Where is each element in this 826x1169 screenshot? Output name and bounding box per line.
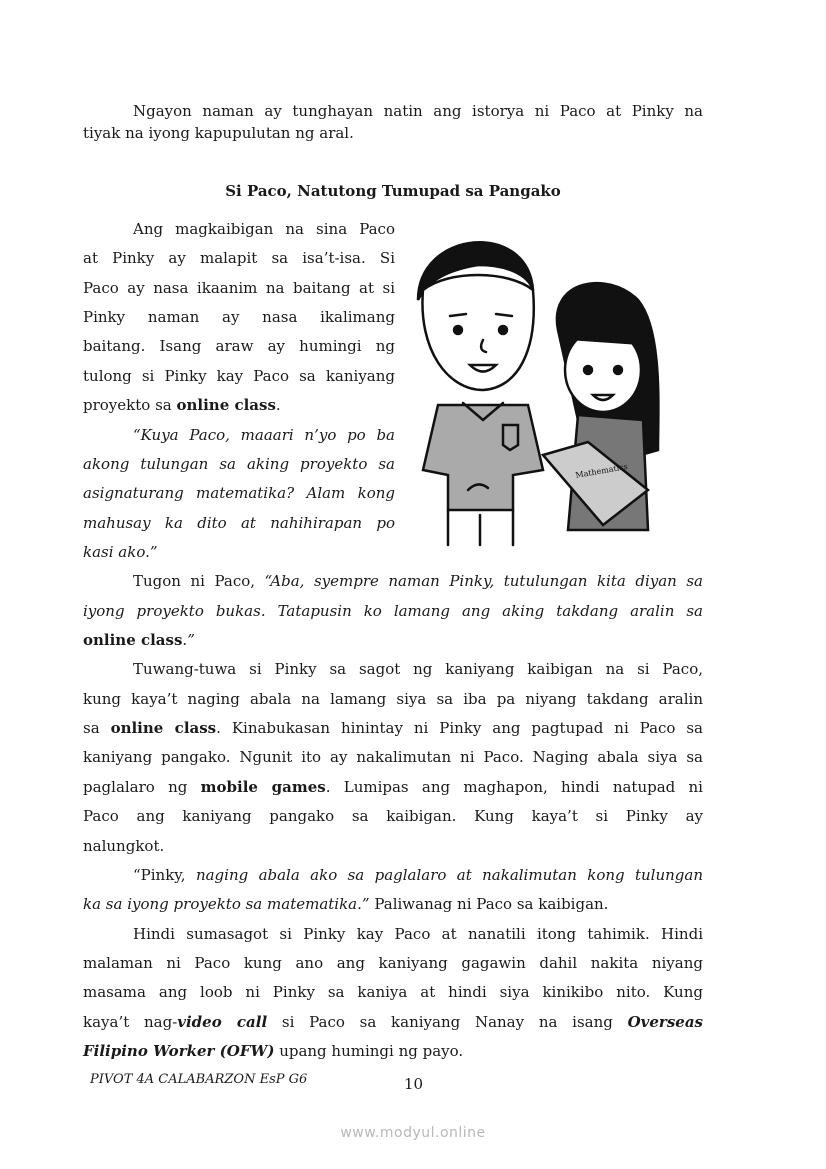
text-line: [83, 952, 703, 974]
text-line: [83, 277, 395, 299]
text-line: [83, 247, 395, 269]
text-segment: “Aba, syempre naman Pinky, tutulungan kita diyan sa: [264, 572, 703, 591]
text-line: [133, 100, 703, 122]
text-segment: online class: [176, 396, 276, 415]
text-segment: .: [275, 396, 281, 415]
text-segment: kung kaya’t naging abala na lamang siya sa iba pa niyang takdang aralin: [83, 689, 703, 708]
svg-text:Mathematics: Mathematics: [574, 461, 629, 480]
text-segment: at Pinky ay malapit sa isa’t-isa. Si: [83, 249, 395, 268]
text-line: [83, 1011, 703, 1033]
text-segment: mobile games: [200, 777, 326, 796]
text-segment: naging abala ako sa paglalaro at nakalimutan kong tulungan: [195, 865, 703, 884]
text-line: [83, 365, 395, 387]
text-segment: Filipino Worker (OFW): [83, 1042, 275, 1061]
text-segment: tiyak na iyong kapupulutan ng aral.: [83, 124, 354, 142]
footer-module-label: PIVOT 4A CALABARZON EsP G6: [90, 1072, 308, 1087]
text-line: [83, 306, 395, 328]
text-segment: “Pinky,: [133, 865, 196, 884]
text-line: [83, 541, 395, 563]
text-segment: .”: [182, 631, 195, 650]
text-segment: mahusay ka dito at nahihirapan po: [83, 513, 395, 532]
text-segment: malaman ni Paco kung ano ang kaniyang gagawin dahil nakita niyang: [83, 954, 703, 972]
text-segment: Hindi sumasagot si Pinky kay Paco at nanatili itong tahimik. Hindi: [133, 924, 703, 943]
text-segment: proyekto sa: [83, 396, 177, 415]
text-segment: kaniyang pangako. Ngunit ito ay nakalimutan ni Paco. Naging abala siya sa: [83, 748, 703, 767]
text-line: [83, 600, 703, 622]
text-segment: iyong proyekto bukas. Tatapusin ko lamang ang aking takdang aralin sa: [83, 601, 703, 620]
text-segment: asignaturang matematika? Alam kong: [83, 484, 395, 503]
text-line: [133, 218, 395, 240]
text-line: [83, 122, 703, 144]
text-line: [133, 424, 395, 446]
text-segment: online class: [110, 719, 217, 738]
text-line: [133, 864, 703, 886]
text-segment: sa: [83, 719, 111, 738]
text-segment: tulong si Pinky kay Paco sa kaniyang: [83, 366, 395, 385]
text-line: [83, 482, 395, 504]
text-line: [83, 893, 703, 915]
text-segment: video call: [177, 1012, 268, 1031]
text-line: [133, 658, 703, 680]
text-segment: “Kuya Paco, maaari n’yo po ba: [133, 425, 395, 444]
text-segment: Tugon ni Paco,: [133, 572, 265, 591]
text-line: [83, 453, 395, 475]
text-line: [83, 512, 395, 534]
text-line: [83, 717, 703, 739]
text-line: [133, 923, 703, 945]
text-line: [83, 394, 395, 416]
text-segment: nalungkot.: [83, 836, 165, 855]
text-segment: Overseas: [627, 1012, 703, 1031]
text-segment: Pinky naman ay nasa ikalimang: [83, 308, 395, 327]
text-line: [83, 776, 703, 798]
text-segment: Paliwanag ni Paco sa kaibigan.: [369, 895, 609, 914]
text-segment: si Paco sa kaniyang Nanay na isang: [267, 1012, 628, 1031]
text-segment: kasi ako.”: [83, 542, 158, 561]
watermark: www.modyul.online: [340, 1125, 486, 1141]
text-segment: akong tulungan sa aking proyekto sa: [83, 454, 395, 473]
text-line: [83, 335, 395, 357]
page-number: 10: [404, 1075, 424, 1093]
paco-face: [422, 275, 533, 390]
story-title: Si Paco, Natutong Tumupad sa Pangako: [225, 182, 561, 200]
text-line: [83, 1040, 703, 1062]
text-segment: upang humingi ng payo.: [274, 1042, 464, 1061]
text-segment: Paco ang kaniyang pangako sa kaibigan. Kung kaya’t si Pinky ay: [83, 807, 703, 826]
text-segment: Tuwang-tuwa si Pinky sa sagot ng kaniyang kaibigan na si Paco,: [133, 660, 703, 679]
text-segment: online class: [83, 631, 183, 650]
text-line: [83, 835, 703, 857]
text-line: [83, 981, 703, 1003]
text-segment: Paco ay nasa ikaanim na baitang at si: [83, 278, 395, 297]
paco-pinky-illustration: [408, 220, 668, 550]
text-line: [83, 688, 703, 710]
text-segment: ka sa iyong proyekto sa matematika.”: [83, 895, 370, 914]
text-segment: baitang. Isang araw ay humingi ng: [83, 337, 395, 356]
text-segment: . Kinabukasan hinintay ni Pinky ang pagtupad ni Paco sa: [216, 719, 704, 738]
text-segment: paglalaro ng: [83, 777, 201, 796]
text-line: [83, 629, 703, 651]
text-line: [133, 570, 703, 592]
text-segment: Ngayon naman ay tunghayan natin ang istorya ni Paco at Pinky na: [133, 102, 703, 120]
text-line: [83, 805, 703, 827]
text-segment: Ang magkaibigan na sina Paco: [133, 220, 395, 238]
text-segment: . Lumipas ang maghapon, hindi natupad ni: [325, 777, 703, 796]
text-segment: masama ang loob ni Pinky sa kaniya at hindi siya kinikibo nito. Kung: [83, 983, 703, 1002]
text-segment: kaya’t nag-: [83, 1012, 178, 1031]
text-line: [83, 746, 703, 768]
